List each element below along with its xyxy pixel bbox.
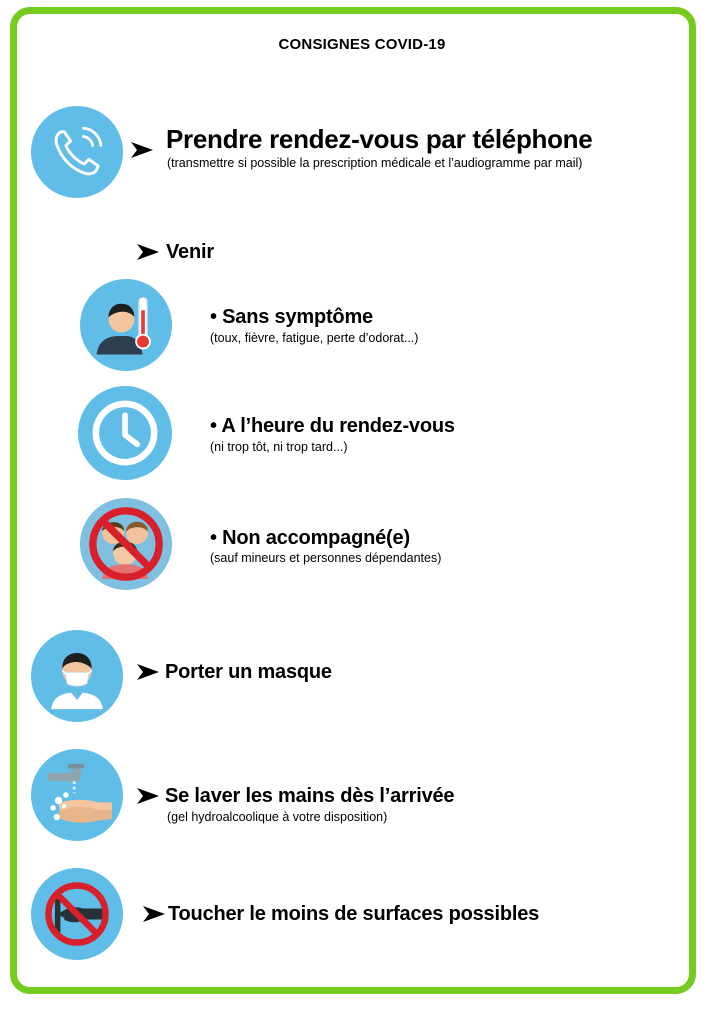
arrow-icon	[137, 788, 159, 804]
thermometer-person-icon	[80, 279, 172, 371]
item-symptom-detail: (toux, fièvre, fatigue, perte d’odorat...)	[210, 331, 419, 345]
item-ontime-detail: (ni trop tôt, ni trop tard...)	[210, 440, 348, 454]
item-venir-heading: Venir	[166, 241, 214, 263]
item-mask-heading: Porter un masque	[165, 661, 332, 683]
arrow-icon	[131, 142, 153, 158]
no-companions-icon	[80, 498, 172, 590]
item-phone-heading: Prendre rendez-vous par téléphone	[166, 124, 593, 154]
arrow-icon	[143, 906, 165, 922]
poster-title: CONSIGNES COVID-19	[278, 36, 446, 53]
mask-icon	[31, 630, 123, 722]
no-touch-icon	[31, 868, 123, 960]
item-handwash-detail: (gel hydroalcoolique à votre disposition)	[167, 810, 388, 824]
arrow-icon	[137, 664, 159, 680]
item-alone-detail: (sauf mineurs et personnes dépendantes)	[210, 551, 442, 565]
arrow-icon	[137, 244, 159, 260]
item-notouch-heading: Toucher le moins de surfaces possibles	[168, 903, 540, 925]
item-alone-heading: • Non accompagné(e)	[210, 527, 410, 549]
clock-icon	[78, 386, 172, 480]
item-handwash-heading: Se laver les mains dès l’arrivée	[165, 785, 455, 807]
item-symptom-heading: • Sans symptôme	[210, 306, 373, 328]
item-phone-detail: (transmettre si possible la prescription médicale et l’audiogramme par mail)	[167, 156, 583, 170]
item-ontime-heading: • A l’heure du rendez-vous	[210, 415, 455, 437]
hand-washing-icon	[31, 749, 123, 841]
phone-icon	[31, 106, 123, 198]
